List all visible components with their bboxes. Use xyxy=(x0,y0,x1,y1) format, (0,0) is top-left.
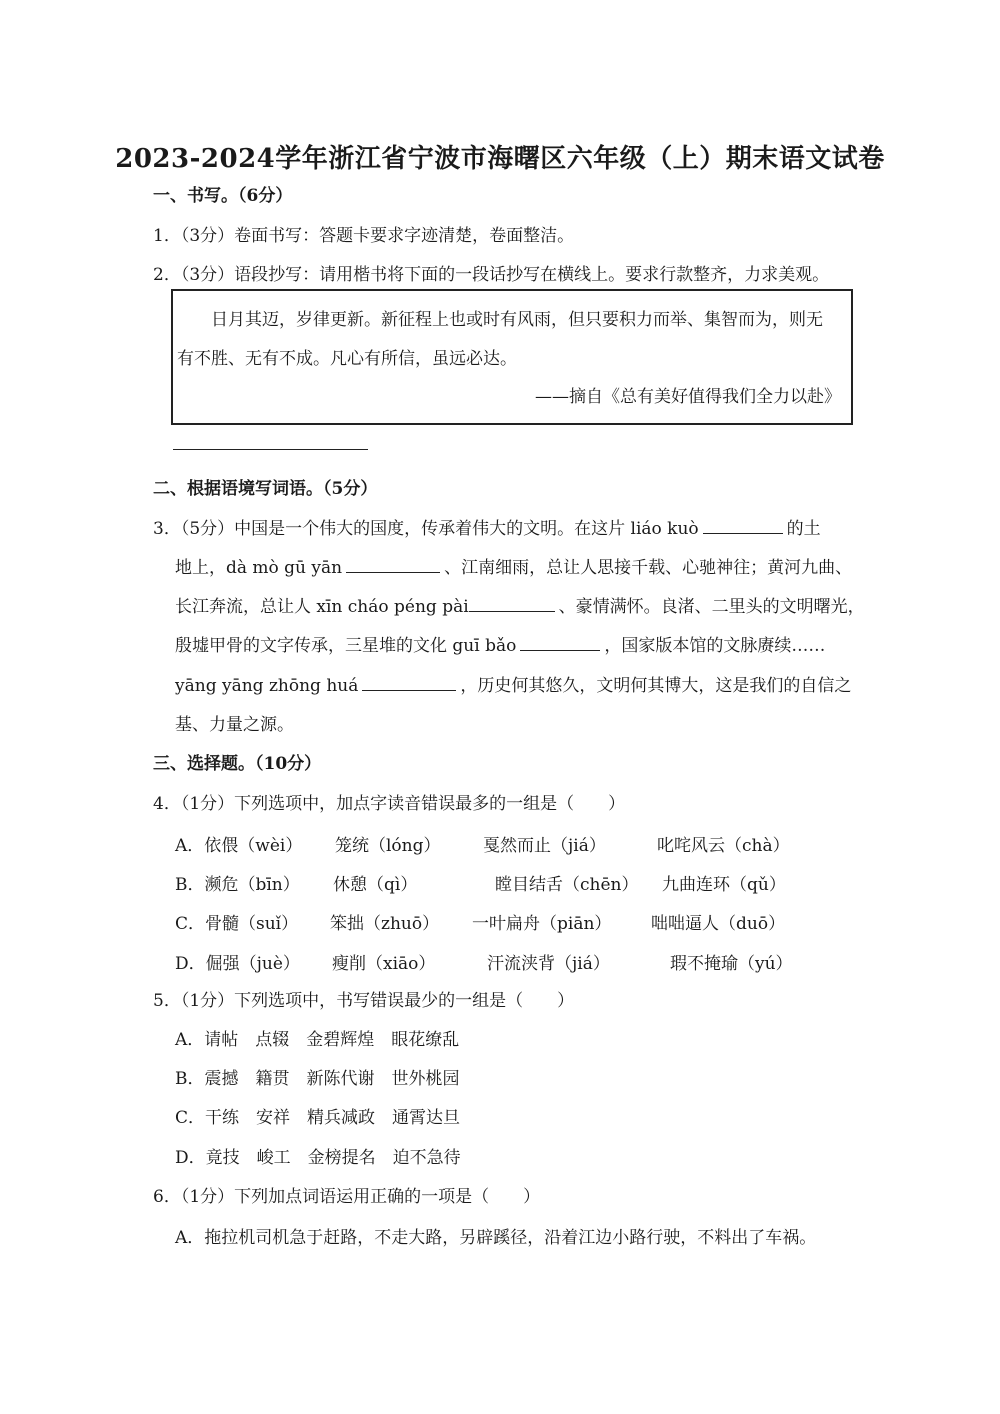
copy-answer-line[interactable] xyxy=(173,449,368,450)
passage-line-1: 日月其迈，岁律更新。新征程上也或时有风雨，但只要积力而举、集智而为，则无 xyxy=(211,310,823,330)
q3-text: 地上，dà mò gū yān xyxy=(175,558,343,578)
passage-source: ——摘自《总有美好值得我们全力以赴》 xyxy=(535,387,841,407)
q4-option-c-4: 咄咄逼人（duō） xyxy=(651,914,786,934)
q3-text: 、江南细雨，总让人思接千载、心驰神往；黄河九曲、 xyxy=(444,558,853,578)
passage-line-2: 有不胜、无有不成。凡心有所信，虽远必达。 xyxy=(177,349,517,369)
answer-blank-xinchaopengpai[interactable] xyxy=(469,593,555,612)
q4-option-d-2: 瘦削（xiāo） xyxy=(332,954,436,974)
q5-option-c[interactable]: C．干练 安祥 精兵减政 通霄达旦 xyxy=(175,1108,461,1128)
answer-blank-damoguyan[interactable] xyxy=(346,554,440,573)
q3-text: 的土 xyxy=(786,519,821,539)
question-3-line-3 xyxy=(175,592,865,617)
q4-option-d-3: 汗流浃背（jiá） xyxy=(487,954,610,974)
question-4-stem: 4．（1分）下列选项中，加点字读音错误最多的一组是（ ） xyxy=(153,794,626,814)
q3-text: yāng yāng zhōng huá xyxy=(175,676,359,696)
question-3-line-5 xyxy=(175,671,851,696)
q3-text: 3．（5分）中国是一个伟大的国度，传承着伟大的文明。在这片 liáo kuò xyxy=(153,519,699,539)
question-3-line-6: 基、力量之源。 xyxy=(175,715,294,735)
q3-text: ，国家版本馆的文脉赓续…… xyxy=(604,636,826,656)
q4-option-b-1[interactable]: B．濒危（bīn） xyxy=(175,875,300,895)
question-3-line-4 xyxy=(175,631,825,656)
answer-blank-yangyangzhonghua[interactable] xyxy=(362,672,456,691)
question-1: 1．（3分）卷面书写：答题卡要求字迹清楚，卷面整洁。 xyxy=(153,226,575,246)
q3-text: 殷墟甲骨的文字传承，三星堆的文化 guī bǎo xyxy=(175,636,517,656)
q3-text: 、豪情满怀。良渚、二里头的文明曙光， xyxy=(558,597,865,617)
q6-option-a[interactable]: A．拖拉机司机急于赶路，不走大路，另辟蹊径，沿着江边小路行驶，不料出了车祸。 xyxy=(175,1228,817,1248)
q4-option-b-3: 瞠目结舌（chēn） xyxy=(495,875,639,895)
passage-box xyxy=(171,289,853,425)
question-5-stem: 5．（1分）下列选项中，书写错误最少的一组是（ ） xyxy=(153,991,575,1011)
section-heading-writing: 一、书写。（6分） xyxy=(153,186,293,206)
q4-option-a-1[interactable]: A．依偎（wèi） xyxy=(175,836,303,856)
q4-option-d-4: 瑕不掩瑜（yú） xyxy=(670,954,793,974)
q5-option-d[interactable]: D．竟技 峻工 金榜提名 迫不急待 xyxy=(175,1148,461,1168)
answer-blank-guibao[interactable] xyxy=(520,632,600,651)
q3-text: ，历史何其悠久，文明何其博大，这是我们的自信之 xyxy=(460,676,852,696)
q4-option-a-3: 戛然而止（jiá） xyxy=(483,836,606,856)
answer-blank-liaokuo[interactable] xyxy=(703,515,783,534)
question-3-line-2 xyxy=(175,553,852,578)
section-heading-words: 二、根据语境写词语。（5分） xyxy=(153,479,378,499)
question-2: 2．（3分）语段抄写：请用楷书将下面的一段话抄写在横线上。要求行款整齐，力求美观。 xyxy=(153,265,830,285)
q4-option-c-1[interactable]: C．骨髓（suǐ） xyxy=(175,914,299,934)
q3-text: 长江奔流，总让人 xīn cháo péng pài xyxy=(175,597,469,617)
q4-option-a-2: 笼统（lóng） xyxy=(335,836,441,856)
q4-option-c-2: 笨拙（zhuō） xyxy=(330,914,440,934)
q5-option-b[interactable]: B．震撼 籍贯 新陈代谢 世外桃园 xyxy=(175,1069,460,1089)
question-3-line-1 xyxy=(153,514,821,539)
q4-option-b-2: 休憩（qì） xyxy=(333,875,418,895)
page-title: 2023-2024学年浙江省宁波市海曙区六年级（上）期末语文试卷 xyxy=(115,144,885,174)
q4-option-a-4: 叱咤风云（chà） xyxy=(657,836,790,856)
q4-option-c-3: 一叶扁舟（piān） xyxy=(472,914,612,934)
section-heading-choice: 三、选择题。（10分） xyxy=(153,754,322,774)
q5-option-a[interactable]: A．请帖 点辍 金碧辉煌 眼花缭乱 xyxy=(175,1030,460,1050)
question-6-stem: 6．（1分）下列加点词语运用正确的一项是（ ） xyxy=(153,1187,541,1207)
q4-option-b-4: 九曲连环（qǔ） xyxy=(662,875,786,895)
q4-option-d-1[interactable]: D．倔强（juè） xyxy=(175,954,300,974)
